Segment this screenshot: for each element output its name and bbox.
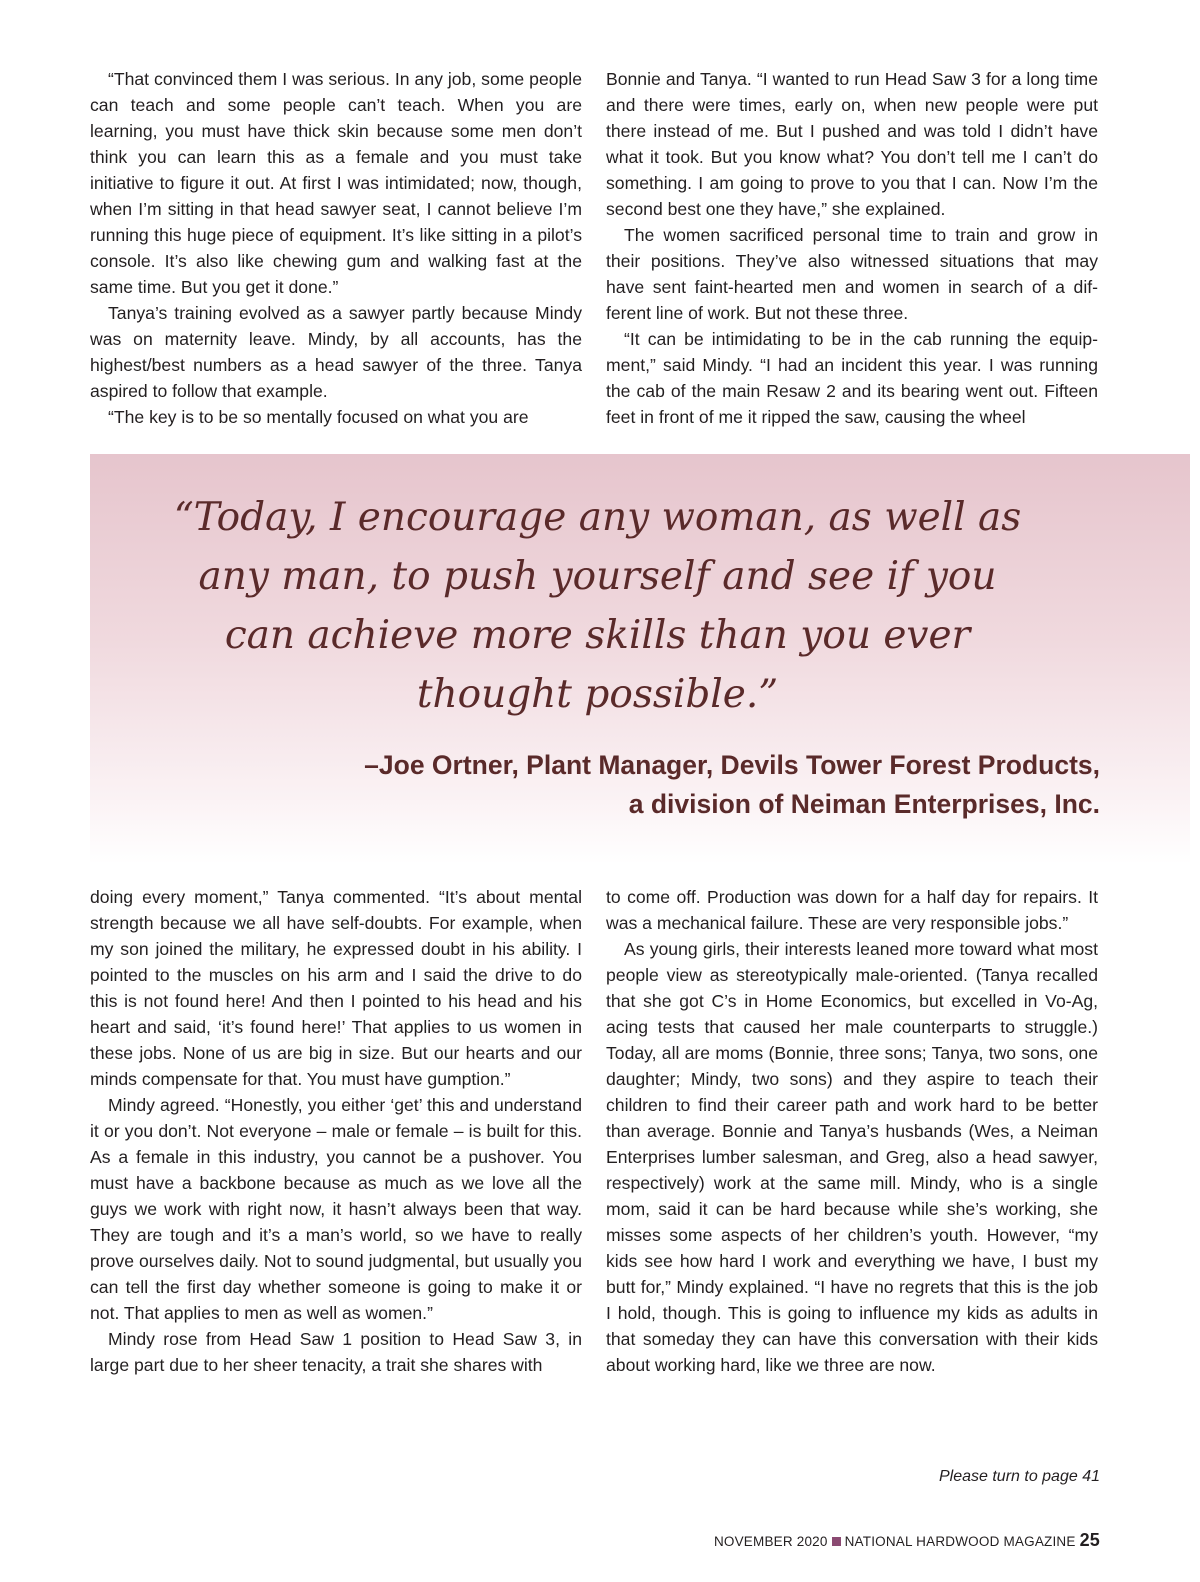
page-footer: [714, 1530, 1100, 1551]
issue-date: NOVEMBER 2020: [713, 1534, 828, 1549]
paragraph: “That convinced them I was serious. In any job, some people can teach and some people can’t teach. When you are learning, you must have thick skin because some men don’t think you can learn this as a female and you must take initiative to figure it out. At first I was intimidated; now, though, when I’m sitting in that head sawyer seat, I cannot believe I’m running this huge piece of equipment. It’s like sitting in a pilot’s console. It’s also like chewing gum and walking fast at the same time. But you get it done.”: [90, 69, 582, 297]
square-separator-icon: [832, 1537, 841, 1546]
article-column-top-right: [606, 66, 1098, 430]
paragraph: Mindy agreed. “Honestly, you either ‘get’ this and understand it or you don’t. Not everyone – male or female – is built for this. As a female in this industry, you cannot be a pushover. You must have a backbone because as much as we love all the guys we work with right now, it hasn’t always been that way. They are tough and it’s a man’s world, so we have to really prove ourselves daily. Not to sound judgmental, but usually you can tell the first day whether someone is going to make it or not. That applies to men as well as women.”: [90, 1095, 582, 1323]
page-number: 25: [1079, 1530, 1100, 1550]
paragraph: “It can be intimidating to be in the cab running the equipment,” said Mindy. “I had an incident this year. I was running the cab of the main Resaw 2 and its bearing went out. Fifteen feet in front of me it ripped the saw, causing the wheel: [606, 329, 1098, 427]
article-column-top-left: [90, 66, 582, 430]
paragraph: “The key is to be so mentally focused on what you are: [108, 407, 529, 427]
paragraph: doing every moment,” Tanya commented. “It’s about mental strength because we all have self-doubts. For example, when my son joined the military, he expressed doubt in his ability. I pointed to the muscles on his arm and I said the drive to do this is not found here! And then I pointed to his head and his heart and said, ‘it’s found here!’ That applies to us women in these jobs. None of us are big in size. But our hearts and our minds compensate for that. You must have gumption.”: [90, 887, 582, 1089]
paragraph: Mindy rose from Head Saw 1 position to Head Saw 3, in large part due to her sheer tenacity, a trait she shares with: [90, 1329, 582, 1375]
article-column-bottom-left: [90, 884, 582, 1378]
pull-quote-attribution: [200, 746, 1100, 824]
paragraph: Tanya’s training evolved as a sawyer partly because Mindy was on maternity leave. Mindy, by all accounts, has the highest/best numbers as a head sawyer of the three. Tanya aspired to follow that example.: [90, 303, 582, 401]
pull-quote-text: “Today, I encourage any woman, as well as any man, to push yourself and see if you can achieve more skills than you ever thought possible.”: [173, 495, 1022, 717]
attribution-line-1: –Joe Ortner, Plant Manager, Devils Tower Forest Products,: [364, 750, 1100, 780]
magazine-name: NATIONAL HARDWOOD MAGAZINE: [844, 1534, 1076, 1549]
paragraph: As young girls, their interests leaned more toward what most people view as stereotypically male-oriented. (Tanya recalled that she got C’s in Home Economics, but excelled in Vo-Ag, acing tests that caused her male counterparts to struggle.) Today, all are moms (Bonnie, three sons; Tanya, two sons, one daughter; Mindy, two sons) and they aspire to teach their children to find their career path and work hard to be better than average. Bonnie and Tanya’s husbands (Wes, a Neiman Enterprises lumber salesman, and Greg, also a head sawyer, respectively) work at the same mill. Mindy, who is a single mom, said it can be hard because while she’s working, she misses some aspects of her children’s youth. However, “my kids see how hard I work and everything we have, I bust my butt for,” Mindy explained. “I have no regrets that this is the job I hold, though. This is going to influence my kids as adults in that someday they can have this conversation with their kids about working hard, like we three are now.: [606, 939, 1098, 1375]
pull-quote-box: [90, 454, 1190, 864]
article-column-bottom-right: [606, 884, 1098, 1378]
paragraph: The women sacrificed personal time to train and grow in their positions. They’ve also witnessed situations that may have sent faint-hearted men and women in search of a different line of work. But not these three.: [606, 225, 1098, 323]
continued-note: Please turn to page 41: [938, 1468, 1100, 1485]
paragraph: to come off. Production was down for a half day for repairs. It was a mechanical failure. These are very responsible jobs.”: [606, 887, 1098, 933]
attribution-line-2: a division of Neiman Enterprises, Inc.: [628, 789, 1100, 819]
paragraph: Bonnie and Tanya. “I wanted to run Head Saw 3 for a long time and there were times, early on, when new people were put there instead of me. But I pushed and was told I didn’t have what it took. But you know what? You don’t tell me I can’t do something. I am going to prove to you that I can. Now I’m the second best one they have,” she explained.: [606, 69, 1098, 219]
